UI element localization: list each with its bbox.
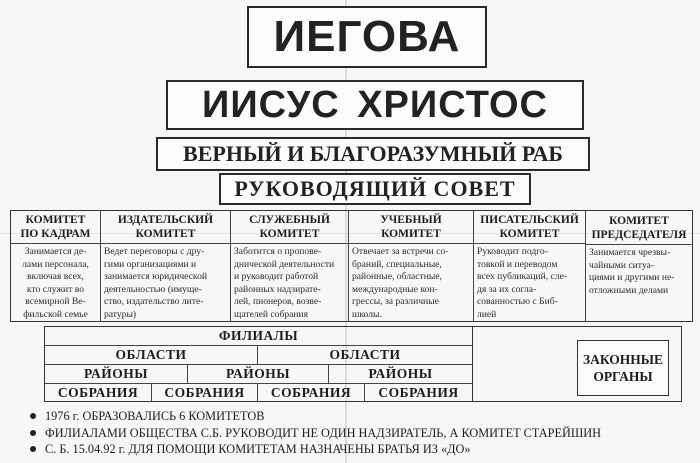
- committee-title: КОМИТЕТ ПРЕДСЕДАТЕЛЯ: [586, 211, 692, 245]
- district-cell: РАЙОНЫ: [368, 366, 433, 381]
- district-cell: РАЙОНЫ: [45, 365, 188, 383]
- committee-personnel: [11, 211, 101, 321]
- region-cell: ОБЛАСТИ: [329, 347, 401, 362]
- committee-description: Заботится о пропове- днической деятельности и руководит работой районных надзирате- лей, пионеров, возве- щателей собрания: [234, 245, 335, 320]
- bullet-icon: [30, 413, 36, 419]
- branches-block: [44, 326, 473, 402]
- heading-jehovah: ИЕГОВА: [247, 6, 487, 68]
- district-cell: РАЙОНЫ: [188, 365, 329, 383]
- bullet-icon: [30, 430, 36, 436]
- congregation-cell: СОБРАНИЯ: [378, 384, 459, 400]
- note-text: 1976 г. ОБРАЗОВАЛИСЬ 6 КОМИТЕТОВ: [45, 409, 265, 423]
- districts-row: [45, 365, 472, 384]
- legal-block: [473, 326, 682, 402]
- heading-jesus-christ: ИИСУС ХРИСТОС: [166, 80, 584, 130]
- committee-description: Ведет переговоры с дру- гими организациями и занимается юридической деятельностью (имуще- ство, издательство лите- ратуры): [104, 245, 208, 320]
- branches-title: ФИЛИАЛЫ: [218, 328, 299, 343]
- legal-entities-box: ЗАКОННЫЕ ОРГАНЫ: [577, 340, 669, 396]
- note-text: С. Б. 15.04.92 г. ДЛЯ ПОМОЩИ КОМИТЕТАМ НАЗНАЧЕНЫ БРАТЬЯ ИЗ «ДО»: [45, 442, 471, 456]
- congregation-cell: СОБРАНИЯ: [152, 384, 258, 401]
- heading-governing-body: РУКОВОДЯЩИЙ СОВЕТ: [219, 173, 531, 205]
- congregation-cell: СОБРАНИЯ: [45, 384, 152, 401]
- committee-description: Руководит подго- товкой и переводом всех публикаций, сле- дя за их согла- сованностью с Биб- лией: [477, 245, 568, 320]
- congregations-row: [45, 384, 472, 401]
- note-item: [30, 425, 690, 442]
- committee-writing: [474, 211, 586, 321]
- region-cell: ОБЛАСТИ: [45, 346, 258, 364]
- committee-description: Отвечает за встречи со- браний, специальные, районные, областные, международные кон- грессы, за различные школы.: [352, 245, 449, 320]
- committee-title: УЧЕБНЫЙ КОМИТЕТ: [349, 211, 473, 244]
- note-item: [30, 441, 690, 458]
- congregation-cell: СОБРАНИЯ: [258, 384, 365, 401]
- committee-description: Занимается чрезвы- чайными ситуа- циями и другими не- отложными делами: [589, 247, 675, 296]
- committee-title: СЛУЖЕБНЫЙ КОМИТЕТ: [231, 211, 348, 244]
- note-text: ФИЛИАЛАМИ ОБЩЕСТВА С.Б. РУКОВОДИТ НЕ ОДИН НАДЗИРАТЕЛЬ, А КОМИТЕТ СТАРЕЙШИН: [45, 425, 602, 440]
- regions-row: [45, 346, 472, 365]
- committee-service: [231, 211, 349, 321]
- committee-chairman: [586, 211, 692, 321]
- note-item: [30, 408, 690, 425]
- committee-teaching: [349, 211, 474, 321]
- committee-title: КОМИТЕТ ПО КАДРАМ: [11, 211, 100, 244]
- committee-description: Занимается де- лами персонала, включая всех, кто служит во всемирной Ве- фильской семье: [22, 245, 89, 320]
- branches-row: [45, 327, 472, 346]
- committee-publishing: [101, 211, 231, 321]
- committees-table: [10, 210, 693, 322]
- bullet-icon: [30, 446, 36, 452]
- committee-title: ИЗДАТЕЛЬСКИЙ КОМИТЕТ: [101, 211, 230, 244]
- committee-title: ПИСАТЕЛЬСКИЙ КОМИТЕТ: [474, 211, 585, 244]
- heading-faithful-slave: ВЕРНЫЙ И БЛАГОРАЗУМНЫЙ РАБ: [156, 137, 590, 171]
- notes-list: [30, 408, 690, 458]
